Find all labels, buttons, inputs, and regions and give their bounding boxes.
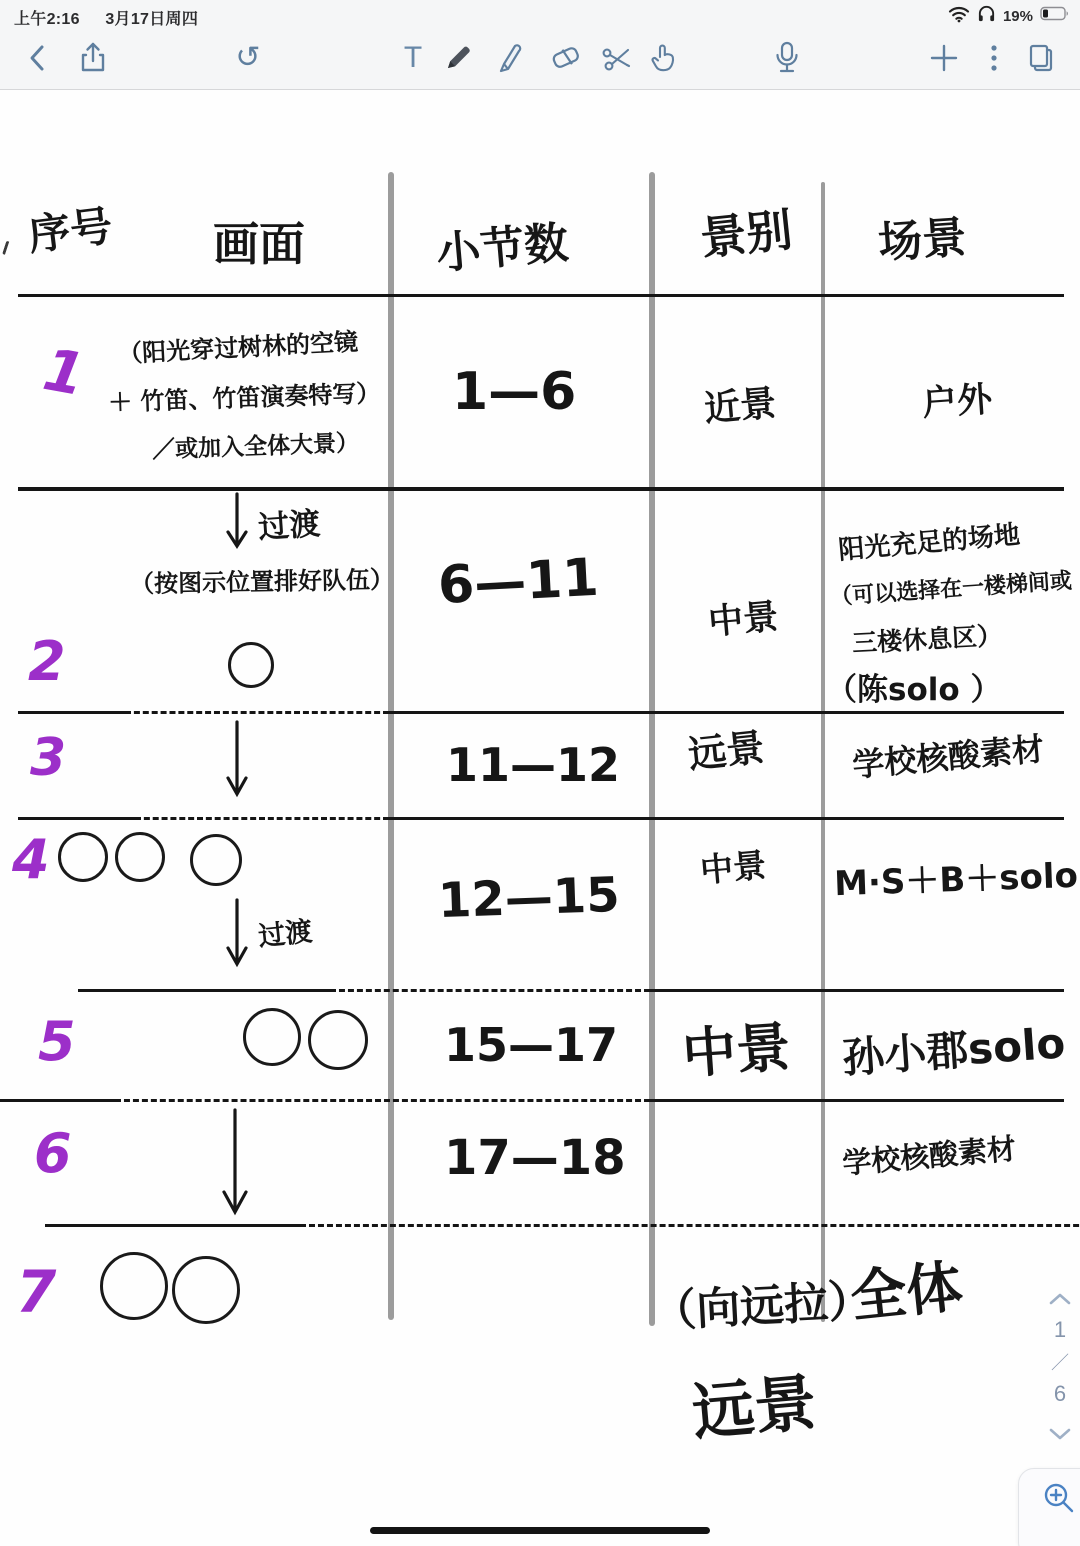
row-line-5b: [115, 1099, 650, 1102]
add-button[interactable]: [921, 30, 967, 86]
row7-circle-1: [100, 1252, 168, 1320]
row2-number: 2: [28, 630, 66, 693]
row7-note-bottom: 远景: [689, 1365, 820, 1450]
row4-circle-2: [115, 832, 165, 882]
row7-note-main: 全体: [847, 1254, 966, 1331]
row2-scene-line3: 三楼休息区）: [851, 621, 1003, 658]
row-line-3c: [389, 817, 1064, 820]
text-tool-icon: T: [403, 41, 423, 74]
row-line-2a: [18, 711, 125, 714]
row-line-3b: [135, 817, 389, 820]
row4-measures: 12—15: [437, 866, 621, 930]
row-line-2c: [389, 711, 1064, 714]
row3-measures: 11—12: [446, 738, 621, 792]
row1-frame-line1: （阳光穿过树林的空镜: [117, 327, 359, 369]
status-bar: [0, 0, 1080, 30]
row5-scene: 孙小郡solo: [840, 1018, 1067, 1083]
header-no: 序号: [25, 201, 115, 260]
transition-arrow-row2: [222, 492, 252, 552]
transition-arrow-row4: [222, 898, 252, 970]
row-line-1: [18, 487, 1064, 491]
row2-frame-note: （按图示位置排好队伍）: [129, 565, 395, 599]
status-time-date: [14, 6, 198, 29]
row6-measures: 17—18: [444, 1130, 626, 1186]
battery-icon: [1040, 6, 1070, 26]
row3-scene: 学校核酸素材: [850, 729, 1046, 785]
header-measures: 小节数: [434, 217, 571, 280]
row2-scene-line4: （陈solo ）: [826, 672, 1002, 708]
header-scene: 场景: [876, 211, 968, 269]
row-line-4a: [78, 989, 330, 992]
transition-arrow-row6: [218, 1108, 252, 1220]
row4-circle-1: [58, 832, 108, 882]
row4-shot: 中景: [698, 845, 768, 890]
scissors-tool-button[interactable]: [593, 30, 639, 86]
row1-shot: 近景: [702, 382, 778, 431]
row1-frame-line2: ＋ 竹笛、竹笛演奏特写）: [107, 379, 381, 417]
row1-frame-line3: ／或加入全体大景）: [151, 430, 360, 464]
share-button[interactable]: [70, 30, 116, 86]
row-line-6b: [300, 1224, 1080, 1227]
row-line-2b: [125, 711, 389, 714]
page-current: 1: [1053, 1317, 1067, 1342]
header-underline: [18, 294, 1064, 297]
row3-number: 3: [30, 728, 67, 788]
page-total: 6: [1053, 1381, 1067, 1406]
row4-scene: M·S＋B＋solo: [833, 855, 1079, 905]
page-separator: ／: [1051, 1353, 1069, 1373]
row4-transition-label: 过渡: [256, 916, 314, 953]
home-indicator[interactable]: [370, 1527, 710, 1534]
wifi-icon: [948, 5, 970, 28]
row4-circle-3: [190, 834, 242, 886]
stray-ink-mark: [2, 241, 17, 258]
page-up-button[interactable]: [1048, 1292, 1072, 1311]
row7-circle-2: [172, 1256, 240, 1324]
row7-note-prefix: （向远拉）: [651, 1275, 874, 1338]
row5-number: 5: [38, 1010, 76, 1073]
note-canvas[interactable]: [0, 90, 1080, 1546]
pencil-tool-button[interactable]: [435, 30, 481, 86]
row1-measures: 1—6: [452, 362, 577, 422]
headphones-icon: [977, 4, 996, 28]
row1-scene: 户外: [920, 379, 994, 425]
row1-number: 1: [38, 335, 90, 409]
status-date: 3月17日周四: [105, 11, 199, 28]
row-line-4c: [650, 989, 1064, 992]
row-line-3a: [18, 817, 135, 820]
toolbar: [0, 30, 1080, 90]
column-divider-3: [821, 182, 825, 1322]
eraser-tool-button[interactable]: [543, 30, 589, 86]
transition-arrow-row3: [222, 720, 252, 800]
back-button[interactable]: [14, 30, 60, 86]
row7-number: 7: [16, 1258, 57, 1326]
row2-transition-label: 过渡: [257, 505, 322, 547]
row5-circle-2: [308, 1010, 368, 1070]
text-tool-button[interactable]: [390, 30, 436, 86]
row6-scene: 学校核酸素材: [840, 1131, 1018, 1181]
row-line-5a: [0, 1099, 115, 1102]
row4-number: 4: [12, 828, 50, 891]
zoom-tool-button[interactable]: [1018, 1468, 1080, 1546]
column-divider-1: [388, 172, 394, 1320]
undo-icon: ↺: [235, 41, 261, 74]
highlighter-tool-button[interactable]: [487, 30, 533, 86]
header-shot: 景别: [697, 202, 795, 266]
header-frame: 画面: [213, 217, 305, 271]
row5-measures: 15—17: [444, 1018, 619, 1072]
more-options-button[interactable]: [971, 30, 1017, 86]
row2-scene-line1: 阳光充足的场地: [837, 520, 1022, 566]
row-line-5c: [650, 1099, 1064, 1102]
row2-scene-line2: （可以选择在一楼梯间或: [829, 568, 1073, 611]
row-line-4b: [330, 989, 650, 992]
column-divider-2: [649, 172, 655, 1326]
battery-percent: 19%: [1002, 7, 1033, 25]
row5-shot: 中景: [680, 1015, 793, 1086]
row2-shot: 中景: [706, 597, 780, 643]
row6-number: 6: [34, 1122, 72, 1185]
undo-button[interactable]: [225, 30, 271, 86]
row5-circle-1: [243, 1008, 301, 1066]
row2-measures: 6—11: [436, 547, 601, 617]
row3-shot: 远景: [686, 725, 767, 777]
page-down-button[interactable]: [1048, 1427, 1072, 1446]
row-line-6a: [45, 1224, 300, 1227]
record-audio-button[interactable]: [764, 30, 810, 86]
status-time: 上午2:16: [14, 11, 80, 28]
row2-position-circle: [228, 642, 274, 688]
pointer-tool-button[interactable]: [640, 30, 686, 86]
page-navigator: [1048, 1292, 1072, 1446]
page-switcher-button[interactable]: [1018, 30, 1064, 86]
